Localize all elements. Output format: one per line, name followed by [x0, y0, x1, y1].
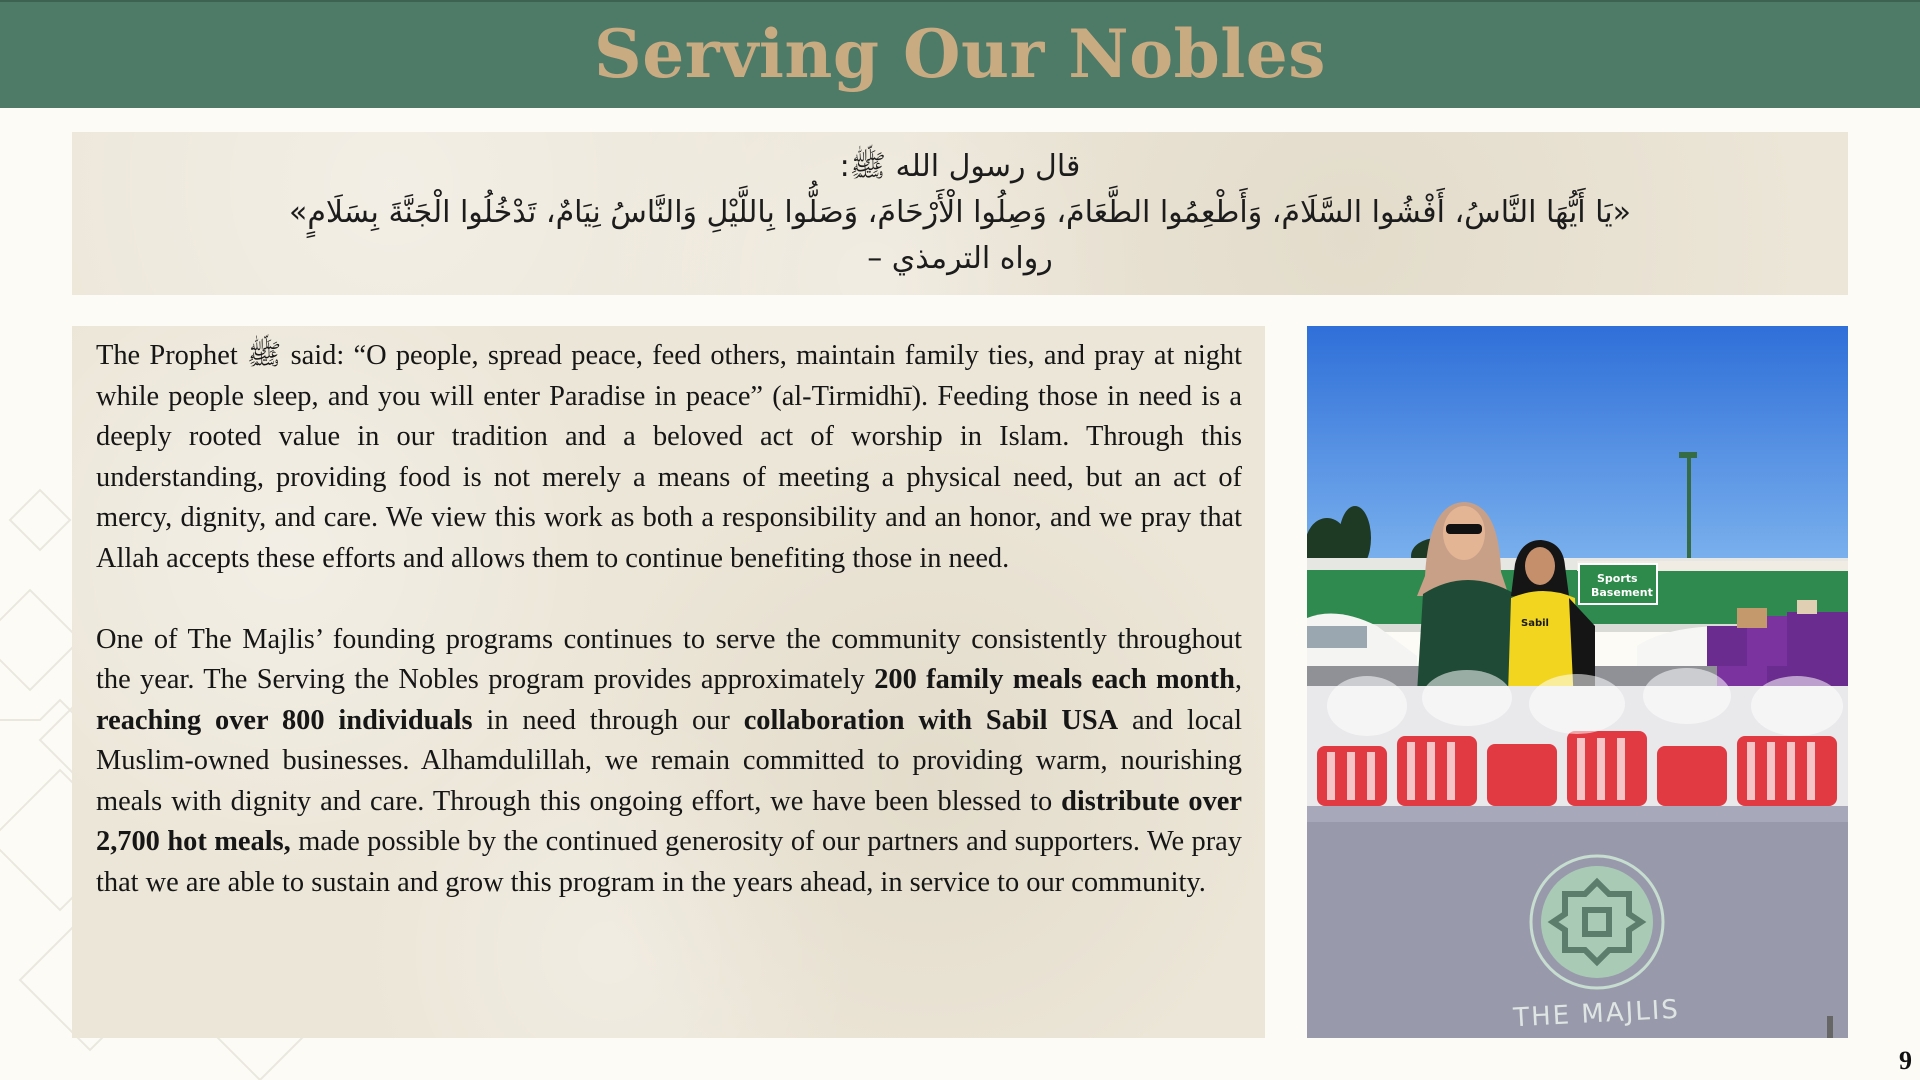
program-text: in need through our	[472, 704, 744, 736]
title-bar	[0, 0, 1920, 108]
paragraph-hadith-reflection: The Prophet ﷺ said: “O people, spread peace, feed others, maintain family ties, and pray at night while people sleep, and you will enter Paradise in peace” (al-Tirmidhī). Feeding those in need is a deeply rooted value in our tradition and a beloved act of worship in Islam. Through this understanding, providing food is not merely a means of meeting a physical need, but an act of mercy, dignity, and care. We view this work as both a responsibility and an honor, and we pray that Allah accepts these efforts and allows them to continue benefiting those in need.	[96, 340, 1242, 574]
svg-text:Basement: Basement	[1591, 586, 1653, 599]
program-text: and local Muslim-owned businesses. Alhamdulillah, we remain committed to providing warm, nourishing meals with dignity and care. Through this ongoing effort, we have been blessed to	[96, 704, 1243, 817]
sky	[1307, 326, 1848, 571]
highlight-individuals-reached: reaching over 800 individuals	[96, 704, 473, 736]
table-leg	[1827, 1016, 1833, 1038]
photo-illustration	[1307, 326, 1848, 1038]
program-text: made possible by the continued generosity of our partners and supporters. We pray that we are able to sustain and grow this program in the years ahead, in service to our community.	[96, 826, 1242, 898]
body-text-box	[72, 326, 1265, 1038]
program-text: One of The Majlis’ founding programs continues to serve the community consistently throughout the year. The Serving the Nobles program provides approximately	[96, 623, 1242, 695]
hadith-text: «يَا أَيُّهَا النَّاسُ، أَفْشُوا السَّلَامَ، وَأَطْعِمُوا الطَّعَامَ، وَصِلُوا الْأَرْحَامَ، وَصَلُّوا بِاللَّيْلِ وَالنَّاسُ نِيَامٌ، تَدْخُلُوا الْجَنَّةَ بِسَلَامٍ»	[288, 195, 1632, 230]
hadith-intro: قال رسول الله ﷺ:	[839, 149, 1081, 184]
highlight-family-meals: 200 family meals each month	[874, 664, 1235, 695]
paragraph-program-description	[96, 620, 1242, 904]
majlis-logo-text: THE MAJLIS	[1512, 994, 1681, 1034]
svg-text:Sabil: Sabil	[1521, 618, 1549, 629]
program-text: ,	[1234, 664, 1242, 695]
page-number: 9	[1899, 1046, 1912, 1075]
hadith-box	[72, 132, 1848, 295]
hadith-source: رواه الترمذي –	[867, 241, 1053, 276]
store-sign	[1579, 564, 1657, 604]
page-title: Serving Our Nobles	[594, 15, 1326, 93]
highlight-hot-meals: distribute over 2,700 hot meals,	[96, 785, 1243, 857]
svg-text:Sports: Sports	[1597, 572, 1638, 585]
volunteers-photo	[1307, 326, 1848, 1038]
highlight-sabil-collaboration: collaboration with Sabil USA	[743, 704, 1119, 736]
